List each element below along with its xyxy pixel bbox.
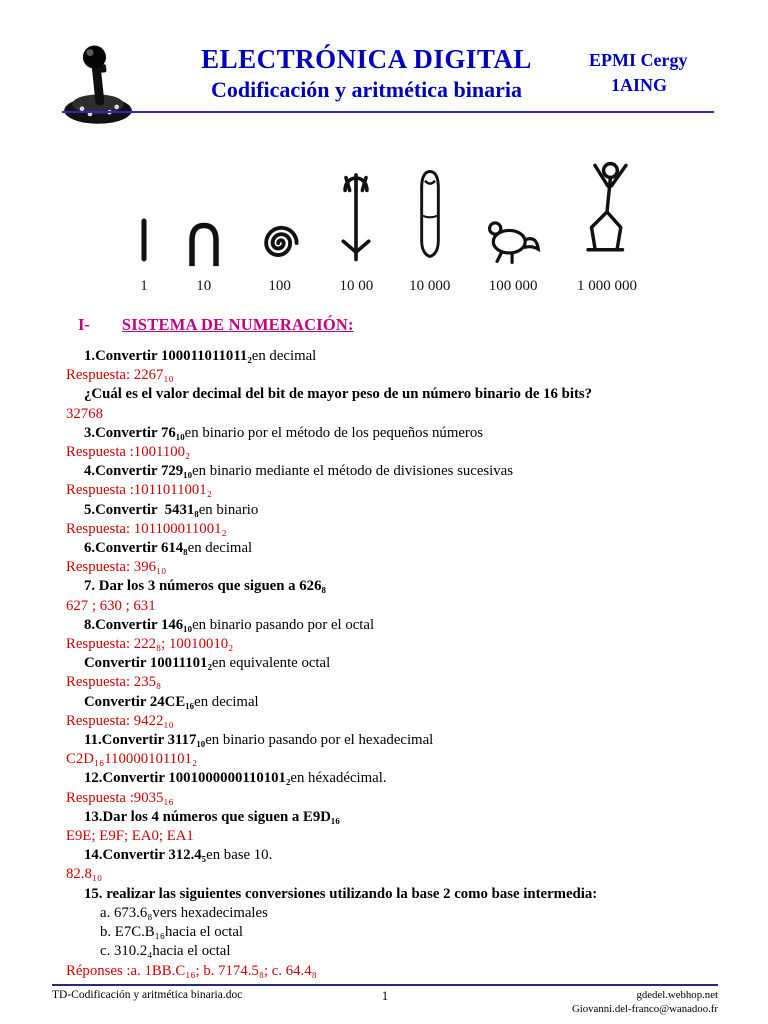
joystick-icon xyxy=(58,36,144,133)
answer-text: 32768 xyxy=(66,405,103,422)
footer-filename: TD-Codificación y aritmética binaria.doc xyxy=(52,989,243,1001)
answer-text: Respuesta: 101100011001₂ xyxy=(66,520,227,537)
answer-line xyxy=(62,481,722,500)
question-bold-text: 15. realizar las siguientes conversiones utilizando la base 2 como base intermedia: xyxy=(84,885,598,902)
glyph-label: 10 xyxy=(196,278,212,294)
glyph-label: 1 000 000 xyxy=(576,278,637,294)
answer-text: C2D₁₆110000101101₂ xyxy=(66,751,198,768)
question-line xyxy=(62,808,722,827)
answer-line xyxy=(62,827,722,846)
footer-page-number: 1 xyxy=(381,989,389,1003)
heel-bone-hieroglyph-icon xyxy=(185,146,223,268)
answer-text: Respuesta: 2267₁₀ xyxy=(66,367,174,384)
seated-man-hieroglyph-icon xyxy=(576,146,638,268)
question-bold-text: 6.Convertir 614₈ xyxy=(84,540,188,557)
school-name: EPMI Cergy xyxy=(589,50,688,70)
question-bold-text: ¿Cuál es el valor decimal del bit de mayor peso de un número binario de 16 bits? xyxy=(84,386,593,403)
answer-line xyxy=(62,712,722,731)
hieroglyph-hundred xyxy=(256,146,304,295)
line-text: en binario mediante el método de divisiones sucesivas xyxy=(192,463,513,480)
question-bold-text: 5.Convertir 5431₈ xyxy=(84,501,199,518)
footer-website: gdedel.webhop.net xyxy=(636,989,718,1001)
question-line xyxy=(62,693,722,712)
question-line xyxy=(62,424,722,443)
section-title: SISTEMA DE NUMERACIÓN: xyxy=(121,315,354,334)
hieroglyph-thousand xyxy=(336,146,376,295)
header-rule xyxy=(62,111,714,113)
answer-line xyxy=(62,750,722,769)
lotus-flower-hieroglyph-icon xyxy=(336,146,376,268)
question-line xyxy=(62,731,722,750)
glyph-label: 10 00 xyxy=(339,278,374,294)
question-bold-text: 13.Dar los 4 números que siguen a E9D₁₆ xyxy=(84,808,340,825)
page-title: ELECTRÓNICA DIGITAL xyxy=(201,44,532,74)
line-text: b. E7C.B₁₆hacia el octal xyxy=(100,924,244,941)
question-line xyxy=(62,385,722,404)
glyph-label: 100 000 xyxy=(488,278,538,294)
question-line xyxy=(62,769,722,788)
document-header xyxy=(58,36,714,133)
answer-text: Respuesta :1011011001₂ xyxy=(66,482,212,499)
hieroglyph-figure xyxy=(136,146,638,295)
answer-text: 627 ; 630 ; 631 xyxy=(66,597,156,614)
question-bold-text: 3.Convertir 76₁₀ xyxy=(84,424,185,441)
subitem-line xyxy=(62,942,722,961)
line-text: en base 10. xyxy=(206,847,273,864)
section-numeral: I- xyxy=(78,315,90,334)
answer-line xyxy=(62,597,722,616)
question-line xyxy=(62,885,722,904)
answer-text: Respuesta: 396₁₀ xyxy=(66,559,167,576)
line-text: en binario xyxy=(198,501,259,518)
glyph-label: 10 000 xyxy=(409,278,451,294)
answer-line xyxy=(62,635,722,654)
hieroglyph-unit xyxy=(136,146,152,295)
question-line xyxy=(62,577,722,596)
hieroglyph-ten-thousand xyxy=(409,146,450,295)
tadpole-hieroglyph-icon xyxy=(483,146,543,268)
question-bold-text: 11.Convertir 3117₁₀ xyxy=(84,732,206,749)
question-line xyxy=(62,501,722,520)
question-line xyxy=(62,654,722,673)
answer-text: Respuesta :1001100₂ xyxy=(66,444,191,461)
header-titles xyxy=(144,36,589,103)
line-text: en binario pasando por el octal xyxy=(192,616,375,633)
line-text: en equivalente octal xyxy=(211,655,331,672)
line-text: en binario pasando por el hexadecimal xyxy=(205,732,434,749)
finger-hieroglyph-icon xyxy=(415,146,445,268)
glyph-label: 100 xyxy=(268,278,291,294)
answer-text: Respuesta: 9422₁₀ xyxy=(66,712,174,729)
question-line xyxy=(62,616,722,635)
answer-text: 82.8₁₀ xyxy=(66,866,103,883)
single-stroke-hieroglyph-icon xyxy=(136,146,152,268)
question-bold-text: 14.Convertir 312.4₅ xyxy=(84,847,207,864)
question-line xyxy=(62,347,722,366)
section-heading xyxy=(78,315,354,335)
class-name: 1AING xyxy=(611,75,668,95)
answer-text: Respuesta: 235₈ xyxy=(66,674,162,691)
answer-line xyxy=(62,962,722,981)
line-text: en binario por el método de los pequeños números xyxy=(184,424,483,441)
question-bold-text: 1.Convertir 100011011011₂ xyxy=(84,348,252,364)
line-text: en héxadécimal. xyxy=(290,770,387,787)
page-subtitle: Codificación y aritmética binaria xyxy=(210,77,522,102)
question-line xyxy=(62,846,722,865)
glyph-label: 1 xyxy=(140,278,148,294)
question-bold-text: 7. Dar los 3 números que siguen a 626₈ xyxy=(84,578,326,595)
line-text: en decimal xyxy=(187,540,253,557)
question-line xyxy=(62,539,722,558)
footer-contact-block xyxy=(400,989,718,1016)
answer-text: Respuesta :9035₁₆ xyxy=(66,789,174,806)
hieroglyph-hundred-thousand xyxy=(483,146,543,295)
coil-of-rope-hieroglyph-icon xyxy=(256,146,304,268)
answer-line xyxy=(62,520,722,539)
header-right-block xyxy=(589,36,714,96)
question-bold-text: 12.Convertir 1001000000110101₂ xyxy=(84,770,291,787)
answer-line xyxy=(62,366,722,385)
answer-line xyxy=(62,443,722,462)
hieroglyph-million xyxy=(576,146,638,295)
answer-line xyxy=(62,673,722,692)
question-bold-text: Convertir 24CE₁₆ xyxy=(84,693,195,710)
line-text: en decimal xyxy=(251,348,317,364)
answer-text: E9E; E9F; EA0; EA1 xyxy=(66,828,194,845)
answer-text: Respuesta: 222₈; 10010010₂ xyxy=(66,636,234,653)
line-text: c. 310.2₄hacia el octal xyxy=(100,943,231,960)
question-bold-text: 8.Convertir 146₁₀ xyxy=(84,616,193,633)
question-bold-text: 4.Convertir 729₁₀ xyxy=(84,463,193,480)
line-text: en decimal xyxy=(194,693,259,710)
hieroglyph-ten xyxy=(185,146,223,295)
question-line xyxy=(62,462,722,481)
answer-line xyxy=(62,405,722,424)
answer-line xyxy=(62,865,722,884)
footer-email: Giovanni.del-franco@wanadoo.fr xyxy=(571,1002,718,1015)
subitem-line xyxy=(62,923,722,942)
answer-line xyxy=(62,789,722,808)
exercise-list xyxy=(62,347,722,981)
page-footer xyxy=(52,984,718,1016)
subitem-line xyxy=(62,904,722,923)
question-bold-text: Convertir 10011101₂ xyxy=(84,655,212,672)
line-text: a. 673.6₈vers hexadecimales xyxy=(100,904,268,921)
answer-line xyxy=(62,558,722,577)
answer-text: Réponses :a. 1BB.C₁₆; b. 7174.5₈; c. 64.4₈ xyxy=(66,962,317,979)
